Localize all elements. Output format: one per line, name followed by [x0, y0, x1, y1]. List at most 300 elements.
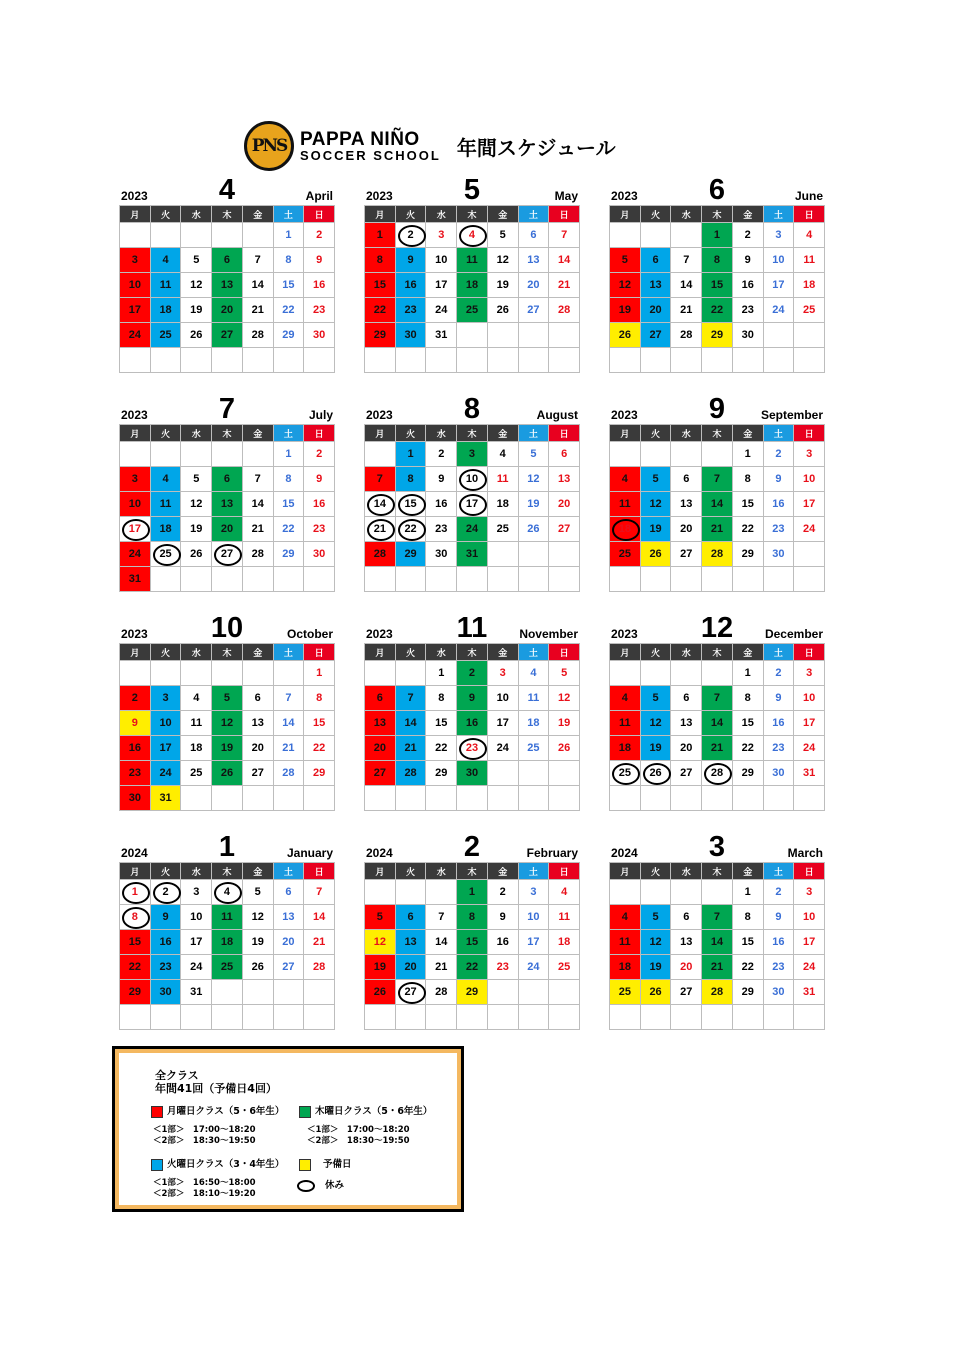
day-cell	[181, 542, 212, 567]
day-cell	[702, 248, 733, 273]
day-number: 7	[438, 911, 445, 923]
day-cell	[120, 542, 151, 567]
day-cell	[641, 248, 672, 273]
day-number: 18	[465, 279, 479, 291]
day-cell	[120, 955, 151, 980]
day-cell	[243, 517, 274, 542]
day-number: 23	[404, 304, 417, 316]
weekday-header: 火	[396, 644, 427, 661]
day-cell	[396, 223, 427, 248]
day-number: 10	[435, 254, 448, 266]
weekday-header: 火	[151, 206, 182, 223]
day-number: 30	[772, 548, 785, 560]
day-number: 18	[618, 961, 631, 973]
school-logo: PNS	[244, 121, 294, 171]
day-number: 18	[190, 742, 203, 754]
day-cell	[764, 298, 795, 323]
month-calendar	[364, 610, 580, 811]
empty-cell	[120, 661, 151, 686]
day-number: 24	[190, 961, 203, 973]
weekday-header: 土	[274, 425, 305, 442]
weekday-header: 火	[151, 425, 182, 442]
day-cell	[549, 930, 580, 955]
off-day-oval-icon	[214, 882, 242, 904]
weekday-header: 金	[488, 644, 519, 661]
empty-cell	[549, 542, 580, 567]
empty-cell	[794, 567, 825, 592]
empty-cell	[641, 567, 672, 592]
day-cell	[549, 442, 580, 467]
day-cell	[243, 930, 274, 955]
day-cell	[426, 542, 457, 567]
day-number: 1	[285, 448, 292, 460]
monday-swatch	[151, 1106, 163, 1118]
day-number: 2	[499, 886, 506, 898]
day-cell	[365, 248, 396, 273]
day-number: 29	[710, 329, 724, 341]
day-number: 25	[465, 304, 479, 316]
day-cell	[426, 661, 457, 686]
month-number: 3	[708, 831, 726, 863]
day-number: 2	[316, 229, 323, 241]
empty-cell	[243, 223, 274, 248]
weekday-header: 火	[396, 863, 427, 880]
monday-label: 月曜日クラス（5・6年生）	[167, 1106, 285, 1117]
empty-cell	[365, 661, 396, 686]
day-cell	[519, 905, 550, 930]
day-cell	[212, 323, 243, 348]
month-calendar	[364, 172, 580, 373]
weekday-header: 水	[426, 425, 457, 442]
empty-cell	[488, 761, 519, 786]
day-number: 21	[282, 742, 295, 754]
day-cell	[641, 736, 672, 761]
month-header	[119, 391, 335, 424]
day-number: 8	[376, 254, 383, 266]
empty-cell	[243, 661, 274, 686]
day-cell	[610, 686, 641, 711]
day-cell	[181, 298, 212, 323]
day-number: 24	[435, 304, 448, 316]
weekday-header: 月	[610, 644, 641, 661]
weekday-header: 月	[120, 425, 151, 442]
thursday-time-1: ＜1部＞ 17:00～18:20	[307, 1125, 410, 1135]
empty-cell	[274, 567, 305, 592]
day-cell	[212, 761, 243, 786]
day-cell	[794, 736, 825, 761]
weekday-header: 日	[549, 425, 580, 442]
brand-line1: PAPPA NIÑO	[300, 129, 420, 150]
day-cell	[212, 517, 243, 542]
month-calendar	[609, 172, 825, 373]
day-cell	[181, 273, 212, 298]
day-number: 4	[499, 448, 506, 460]
weekday-header: 水	[671, 206, 702, 223]
month-header	[609, 829, 825, 862]
day-number: 13	[251, 717, 264, 729]
off-day-oval-icon	[398, 982, 426, 1004]
day-cell	[120, 980, 151, 1005]
empty-cell	[702, 661, 733, 686]
day-number: 14	[558, 254, 571, 266]
day-cell	[212, 711, 243, 736]
day-cell	[641, 686, 672, 711]
empty-cell	[641, 348, 672, 373]
month-year: 2023	[366, 189, 393, 203]
day-number: 23	[772, 523, 785, 535]
day-number: 8	[744, 473, 751, 485]
day-cell	[519, 955, 550, 980]
empty-cell	[488, 567, 519, 592]
day-number: 21	[435, 961, 448, 973]
day-cell	[181, 492, 212, 517]
day-cell	[702, 686, 733, 711]
empty-cell	[365, 786, 396, 811]
day-cell	[702, 930, 733, 955]
weekday-header: 土	[519, 206, 550, 223]
weekday-header: 水	[181, 644, 212, 661]
day-number: 12	[496, 254, 509, 266]
day-cell	[365, 517, 396, 542]
day-cell	[365, 223, 396, 248]
off-day-oval-icon	[459, 225, 487, 247]
empty-cell	[702, 567, 733, 592]
day-number: 2	[438, 448, 445, 460]
off-day-oval-icon	[122, 882, 150, 904]
day-number: 15	[741, 936, 754, 948]
day-cell	[396, 930, 427, 955]
day-cell	[396, 542, 427, 567]
day-number: 15	[282, 279, 295, 291]
day-cell	[488, 930, 519, 955]
day-number: 27	[251, 767, 264, 779]
day-number: 9	[468, 692, 476, 704]
empty-cell	[641, 661, 672, 686]
day-number: 22	[741, 742, 754, 754]
day-number: 30	[741, 329, 754, 341]
day-cell	[365, 980, 396, 1005]
day-cell	[396, 736, 427, 761]
day-cell	[120, 323, 151, 348]
empty-cell	[243, 442, 274, 467]
day-cell	[151, 248, 182, 273]
empty-cell	[488, 786, 519, 811]
day-cell	[641, 711, 672, 736]
empty-cell	[365, 442, 396, 467]
day-cell	[304, 248, 335, 273]
day-number: 2	[775, 886, 782, 898]
day-number: 1	[744, 667, 751, 679]
day-cell	[120, 492, 151, 517]
weekday-header: 木	[212, 206, 243, 223]
day-number: 6	[683, 692, 690, 704]
day-number: 6	[683, 473, 690, 485]
month-number: 1	[218, 831, 236, 863]
day-cell	[549, 905, 580, 930]
day-number: 16	[496, 936, 509, 948]
day-cell	[304, 298, 335, 323]
day-number: 21	[373, 523, 386, 535]
day-cell	[304, 905, 335, 930]
month-grid	[609, 862, 825, 1030]
weekday-header: 火	[641, 644, 672, 661]
empty-cell	[396, 567, 427, 592]
month-number: 10	[210, 612, 244, 644]
day-cell	[794, 273, 825, 298]
day-number: 5	[652, 473, 659, 485]
day-number: 16	[741, 279, 754, 291]
empty-cell	[212, 348, 243, 373]
day-number: 18	[527, 717, 540, 729]
day-cell	[151, 711, 182, 736]
weekday-header: 金	[488, 206, 519, 223]
day-number: 16	[435, 498, 448, 510]
day-cell	[365, 761, 396, 786]
day-number: 9	[775, 911, 782, 923]
day-number: 15	[282, 498, 295, 510]
day-number: 25	[618, 767, 631, 779]
day-cell	[549, 661, 580, 686]
off-oval-icon	[297, 1180, 315, 1192]
day-cell	[304, 517, 335, 542]
day-cell	[426, 223, 457, 248]
day-cell	[733, 273, 764, 298]
day-number: 26	[190, 548, 203, 560]
month-english-name: May	[554, 189, 578, 203]
day-number: 26	[649, 548, 662, 560]
day-cell	[733, 686, 764, 711]
empty-cell	[794, 542, 825, 567]
month-english-name: October	[286, 627, 333, 641]
month-year: 2024	[611, 846, 638, 860]
day-number: 6	[376, 692, 383, 704]
day-cell	[396, 273, 427, 298]
day-cell	[610, 761, 641, 786]
weekday-header: 月	[610, 863, 641, 880]
day-number: 1	[376, 229, 383, 241]
day-number: 30	[772, 767, 785, 779]
day-cell	[151, 323, 182, 348]
day-number: 7	[683, 254, 690, 266]
day-cell	[212, 686, 243, 711]
day-cell	[426, 711, 457, 736]
empty-cell	[549, 567, 580, 592]
day-cell	[274, 492, 305, 517]
weekday-header: 水	[181, 863, 212, 880]
day-number: 22	[404, 523, 417, 535]
day-number: 13	[282, 911, 295, 923]
day-number: 18	[159, 304, 172, 316]
day-number: 16	[404, 279, 417, 291]
day-number: 7	[376, 473, 383, 485]
day-cell	[457, 298, 488, 323]
day-number: 23	[313, 523, 326, 535]
empty-cell	[151, 223, 182, 248]
day-number: 4	[530, 667, 537, 679]
day-number: 1	[713, 229, 721, 241]
day-cell	[304, 686, 335, 711]
day-cell	[365, 273, 396, 298]
day-number: 24	[803, 523, 816, 535]
day-number: 9	[499, 911, 506, 923]
day-cell	[426, 467, 457, 492]
day-number: 1	[316, 667, 323, 679]
month-english-name: August	[536, 408, 578, 422]
day-cell	[274, 542, 305, 567]
day-cell	[764, 880, 795, 905]
empty-cell	[764, 567, 795, 592]
day-cell	[610, 542, 641, 567]
day-number: 16	[465, 717, 479, 729]
day-number: 19	[649, 961, 662, 973]
day-number: 26	[558, 742, 571, 754]
day-cell	[365, 686, 396, 711]
day-cell	[641, 323, 672, 348]
day-cell	[181, 248, 212, 273]
day-cell	[457, 761, 488, 786]
day-number: 14	[313, 911, 326, 923]
day-cell	[764, 492, 795, 517]
day-number: 15	[465, 936, 479, 948]
day-number: 10	[159, 717, 172, 729]
day-number: 10	[465, 473, 479, 485]
day-cell	[304, 273, 335, 298]
day-number: 28	[680, 329, 693, 341]
day-cell	[120, 517, 151, 542]
day-number: 29	[465, 986, 479, 998]
day-number: 4	[193, 692, 200, 704]
day-number: 14	[710, 717, 724, 729]
empty-cell	[243, 348, 274, 373]
off-day-oval-icon	[367, 494, 395, 516]
day-cell	[794, 492, 825, 517]
weekday-header: 月	[610, 425, 641, 442]
day-cell	[243, 711, 274, 736]
day-number: 25	[159, 548, 172, 560]
day-cell	[733, 223, 764, 248]
day-cell	[488, 223, 519, 248]
day-cell	[396, 248, 427, 273]
day-cell	[274, 273, 305, 298]
day-number: 25	[159, 329, 172, 341]
day-cell	[764, 736, 795, 761]
empty-cell	[794, 323, 825, 348]
day-cell	[426, 905, 457, 930]
month-header	[364, 610, 580, 643]
day-number: 5	[530, 448, 537, 460]
legend-monday	[151, 1103, 284, 1118]
day-number: 14	[710, 936, 724, 948]
day-cell	[426, 761, 457, 786]
day-number: 23	[496, 961, 509, 973]
off-day-oval-icon	[643, 763, 671, 785]
day-cell	[181, 736, 212, 761]
weekday-header: 水	[426, 863, 457, 880]
month-year: 2023	[366, 627, 393, 641]
day-cell	[212, 736, 243, 761]
day-number: 29	[282, 548, 295, 560]
day-number: 23	[159, 961, 172, 973]
day-cell	[488, 517, 519, 542]
day-number: 20	[680, 961, 693, 973]
day-cell	[212, 298, 243, 323]
empty-cell	[641, 1005, 672, 1030]
day-number: 30	[772, 986, 785, 998]
day-cell	[488, 492, 519, 517]
day-cell	[304, 711, 335, 736]
empty-cell	[274, 786, 305, 811]
weekday-header: 土	[764, 644, 795, 661]
tuesday-swatch	[151, 1159, 163, 1171]
day-cell	[457, 686, 488, 711]
day-number: 17	[128, 304, 141, 316]
day-number: 3	[806, 448, 813, 460]
month-number: 8	[463, 393, 481, 425]
day-cell	[702, 980, 733, 1005]
day-number: 11	[221, 911, 233, 923]
day-cell	[457, 711, 488, 736]
empty-cell	[243, 1005, 274, 1030]
day-number: 6	[223, 254, 231, 266]
day-number: 26	[618, 329, 631, 341]
day-number: 21	[710, 961, 724, 973]
day-number: 19	[190, 304, 203, 316]
day-number: 28	[710, 767, 724, 779]
day-number: 20	[373, 742, 386, 754]
day-cell	[396, 517, 427, 542]
empty-cell	[426, 1005, 457, 1030]
day-number: 29	[404, 548, 417, 560]
day-number: 30	[128, 792, 141, 804]
empty-cell	[733, 786, 764, 811]
empty-cell	[610, 880, 641, 905]
day-number: 6	[561, 448, 568, 460]
empty-cell	[274, 348, 305, 373]
day-cell	[120, 905, 151, 930]
weekday-header: 金	[733, 425, 764, 442]
off-day-oval-icon	[398, 494, 426, 516]
month-header	[119, 610, 335, 643]
day-number: 15	[741, 717, 754, 729]
empty-cell	[702, 348, 733, 373]
day-cell	[181, 467, 212, 492]
day-number: 12	[220, 717, 234, 729]
day-number: 9	[744, 254, 751, 266]
day-number: 6	[285, 886, 292, 898]
day-number: 29	[282, 329, 295, 341]
day-cell	[764, 273, 795, 298]
day-cell	[702, 736, 733, 761]
day-number: 9	[775, 473, 782, 485]
day-cell	[610, 273, 641, 298]
day-cell	[519, 298, 550, 323]
day-number: 26	[373, 986, 386, 998]
empty-cell	[120, 223, 151, 248]
empty-cell	[396, 1005, 427, 1030]
weekday-header: 木	[212, 425, 243, 442]
day-cell	[365, 711, 396, 736]
month-number: 5	[463, 174, 481, 206]
thursday-label: 木曜日クラス（5・6年生）	[315, 1106, 433, 1117]
month-grid	[364, 205, 580, 373]
day-cell	[304, 930, 335, 955]
day-number: 3	[162, 692, 169, 704]
day-number: 5	[254, 886, 261, 898]
month-english-name: March	[787, 846, 823, 860]
day-cell	[274, 955, 305, 980]
day-cell	[396, 955, 427, 980]
empty-cell	[181, 223, 212, 248]
